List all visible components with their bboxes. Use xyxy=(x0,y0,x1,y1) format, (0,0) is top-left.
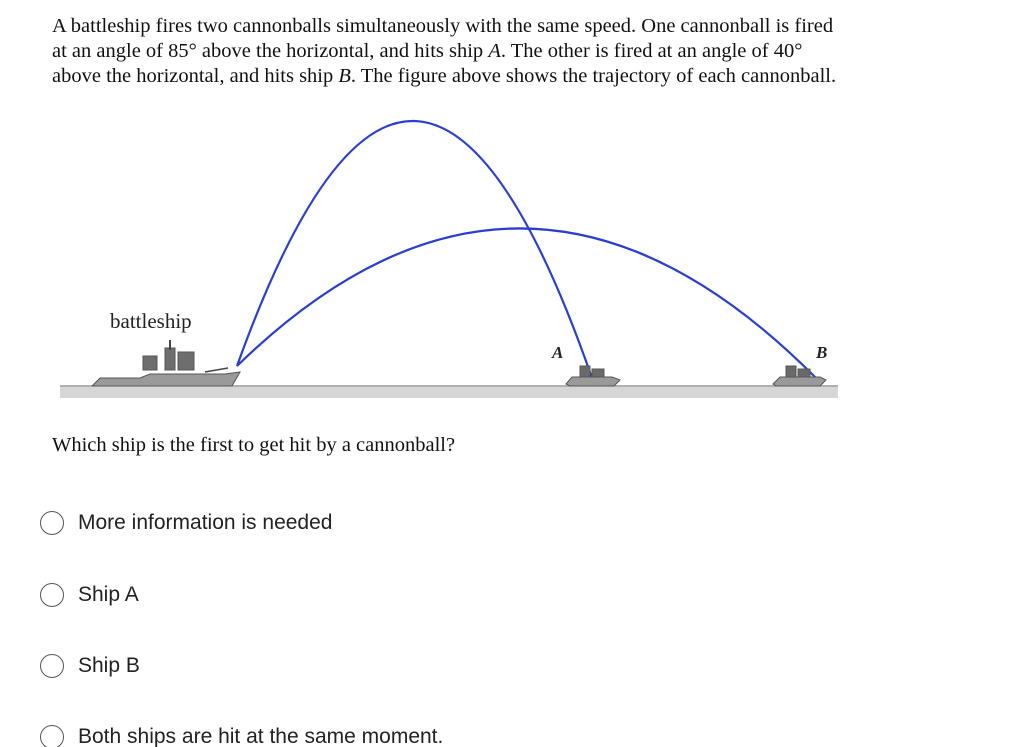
option-ship-a[interactable] xyxy=(40,580,139,610)
question-prompt: Which ship is the first to get hit by a cannonball? xyxy=(52,434,456,456)
ship-a-icon xyxy=(566,366,620,386)
option-more-information[interactable] xyxy=(40,508,332,538)
sea-surface xyxy=(60,385,838,398)
battleship-label: battleship xyxy=(110,309,192,333)
option-ship-b[interactable] xyxy=(40,651,140,681)
ship-b-ref: B xyxy=(338,65,351,87)
trajectory-85-degree xyxy=(237,121,592,378)
option-label: More information is needed xyxy=(78,511,333,534)
ship-b-label: B xyxy=(816,343,828,362)
question-line-3: above the horizontal, and hits ship B. The figure above shows the trajectory of each cannonball. xyxy=(52,65,837,87)
option-same-moment[interactable] xyxy=(40,722,443,747)
ship-a-ref: A xyxy=(488,40,501,62)
option-label: Ship B xyxy=(78,654,140,677)
question-line-1: A battleship fires two cannonballs simultaneously with the same speed. One cannonball is fired xyxy=(52,15,834,37)
radio-button[interactable] xyxy=(40,654,64,678)
option-label: Both ships are hit at the same moment. xyxy=(78,725,444,747)
radio-button[interactable] xyxy=(40,511,64,535)
battleship-icon xyxy=(92,340,240,386)
trajectory-40-degree xyxy=(237,228,816,378)
radio-button[interactable] xyxy=(40,725,64,747)
option-label: Ship A xyxy=(78,583,139,606)
ship-b-icon xyxy=(773,366,826,386)
question-line-2: at an angle of 85° above the horizontal, and hits ship A. The other is fired at an angle of 40° xyxy=(52,40,803,62)
radio-button[interactable] xyxy=(40,583,64,607)
ship-a-label: A xyxy=(552,343,564,362)
